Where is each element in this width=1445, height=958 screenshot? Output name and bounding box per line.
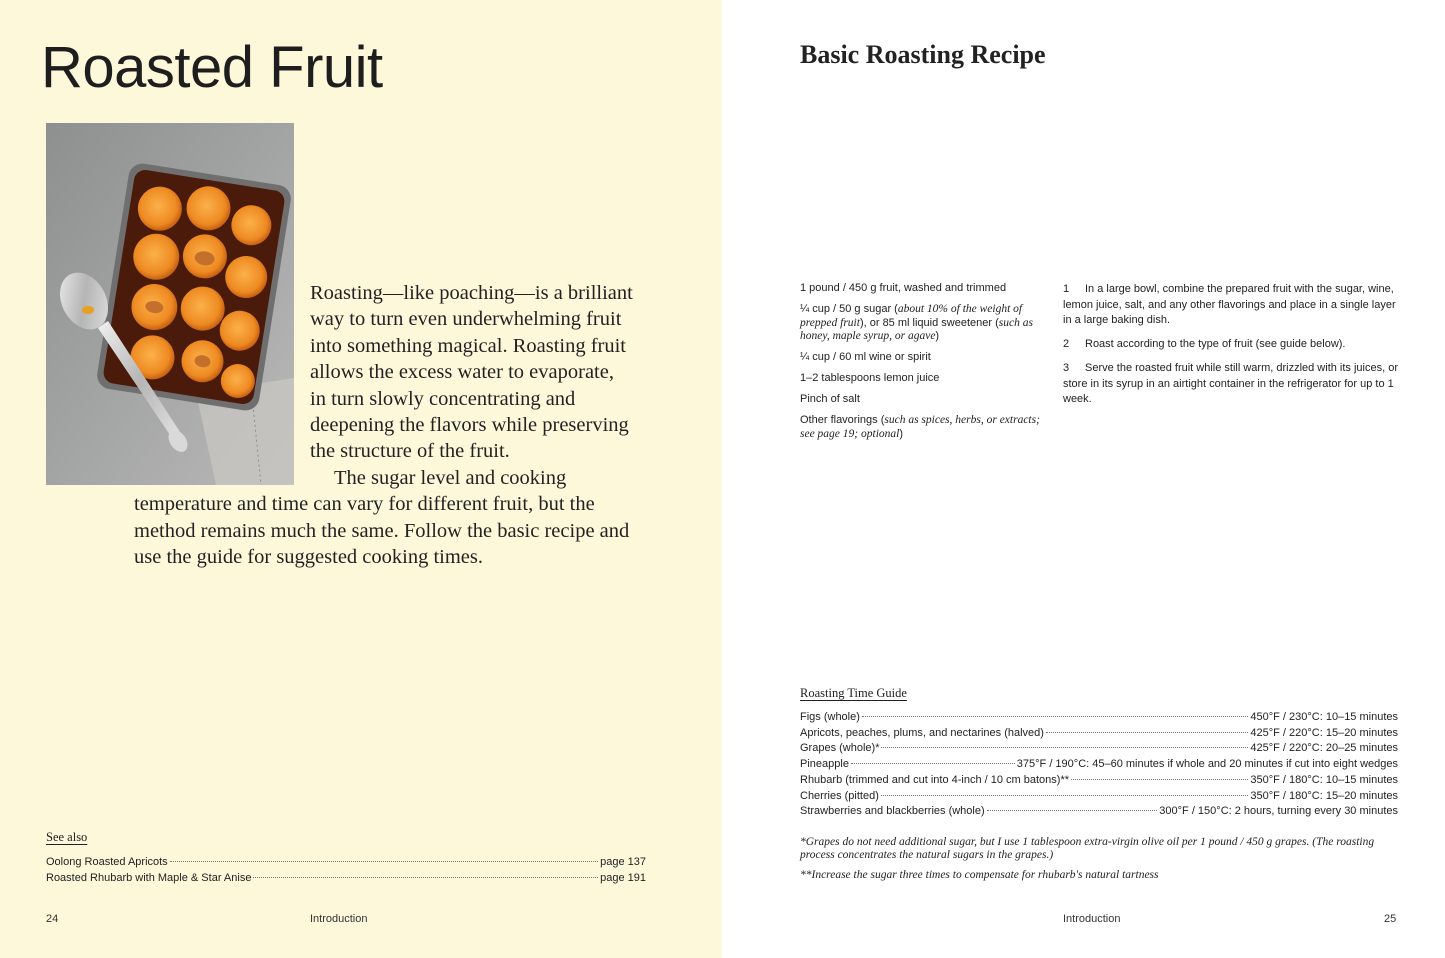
ingredient-text: Other flavorings ( (800, 414, 885, 426)
guide-time: 300°F / 150°C: 2 hours, turning every 30 minutes (1159, 805, 1398, 818)
guide-row (800, 773, 1398, 789)
guide-row (800, 710, 1398, 726)
left-page-number: 24 (46, 913, 59, 925)
guide-time: 425°F / 220°C: 20–25 minutes (1250, 742, 1398, 755)
right-section-name: Introduction (1063, 913, 1121, 925)
leader-dots (851, 763, 1015, 764)
left-section-name: Introduction (310, 913, 368, 925)
intro-paragraph-1: Roasting—like poaching—is a brilliant way to turn even underwhelming fruit into something magical. Roasting fruit allows the excess water to evaporate, in turn slowly concentrating and deepening the flavors while preserving the structure of the fruit. (310, 282, 633, 463)
leader-dots (862, 716, 1248, 717)
leader-dots (881, 795, 1249, 796)
step-number: 1 (1063, 283, 1070, 295)
guide-row (800, 757, 1398, 773)
ingredient-note: such as honey, maple syrup, or agave (800, 316, 1033, 342)
ingredient-note: such as spices, herbs, or extracts; see page 19; optional (800, 414, 1040, 440)
see-also-heading: See also (46, 830, 88, 844)
method-steps (1063, 282, 1398, 416)
see-also-label: Roasted Rhubarb with Maple & Star Anise (46, 872, 252, 884)
leader-dots (253, 877, 598, 878)
guide-row (800, 726, 1398, 742)
guide-time: 375°F / 190°C: 45–60 minutes if whole and 20 minutes if cut into eight wedges (1016, 758, 1398, 771)
step-text: In a large bowl, combine the prepared fruit with the sugar, wine, lemon juice, salt, and any other flavorings and place in a single layer in a large baking dish. (1063, 283, 1396, 327)
recipe-title: Basic Roasting Recipe (800, 40, 1046, 69)
ingredient-item: 1 pound / 450 g fruit, washed and trimmed (800, 282, 1007, 294)
leader-dots (170, 861, 598, 862)
leader-dots (881, 747, 1248, 748)
right-page (722, 0, 1445, 958)
see-also-page: page 137 (600, 856, 646, 868)
guide-fruit: Grapes (whole)* (800, 742, 880, 755)
guide-fruit: Figs (whole) (800, 711, 860, 723)
leader-dots (1046, 732, 1248, 733)
left-page (0, 0, 722, 958)
see-also-item[interactable] (46, 854, 646, 870)
ingredients-list (800, 282, 1050, 449)
footnote-rhubarb: **Increase the sugar three times to compensate for rhubarb's natural tartness (800, 869, 1159, 881)
photo-wrap-spacer (134, 280, 310, 491)
guide-fruit: Strawberries and blackberries (whole) (800, 805, 985, 818)
leader-dots (1071, 779, 1248, 780)
step-number: 3 (1063, 361, 1070, 374)
leader-dots (987, 810, 1158, 811)
guide-time: 450°F / 230°C: 10–15 minutes (1250, 711, 1398, 723)
guide-time: 425°F / 220°C: 15–20 minutes (1250, 726, 1398, 739)
roasting-time-guide (800, 686, 1398, 820)
see-also (46, 830, 646, 886)
ingredient-text: ), or 85 ml liquid sweetener ( (859, 316, 999, 329)
intro-paragraph-2: The sugar level and cooking temperature and time can vary for different fruit, but the method remains much the same. Follow the basic recipe and use the guide for suggested cooking times. (134, 466, 630, 569)
see-also-label: Oolong Roasted Apricots (46, 856, 168, 868)
see-also-item[interactable] (46, 870, 646, 886)
step-item (1063, 337, 1398, 353)
guide-fruit: Rhubarb (trimmed and cut into 4-inch / 10 cm batons)** (800, 773, 1070, 786)
guide-row (800, 804, 1398, 820)
ingredient-item (800, 303, 1050, 344)
intro-text (134, 280, 634, 570)
ingredient-text: ) (935, 330, 940, 342)
step-number: 2 (1063, 338, 1070, 351)
step-text: Serve the roasted fruit while still warm, drizzled with its juices, or store in its syrup in an airtight container in the refrigerator for up to 1 week. (1063, 361, 1398, 406)
ingredient-item: ¼ cup / 60 ml wine or spirit (800, 351, 931, 363)
guide-row (800, 789, 1398, 805)
ingredient-item (800, 414, 1050, 441)
guide-fruit: Apricots, peaches, plums, and nectarines (halved) (800, 726, 1044, 739)
guide-heading: Roasting Time Guide (800, 686, 907, 700)
guide-row (800, 741, 1398, 757)
step-item (1063, 361, 1398, 408)
see-also-page: page 191 (600, 872, 646, 884)
ingredient-item: Pinch of salt (800, 393, 860, 405)
guide-fruit: Pineapple (800, 758, 849, 771)
footnotes (800, 836, 1398, 889)
page-title: Roasted Fruit (41, 35, 383, 100)
ingredient-item: 1–2 tablespoons lemon juice (800, 372, 940, 384)
footnote-grapes: *Grapes do not need additional sugar, but I use 1 tablespoon extra-virgin olive oil per 1 pound / 450 g grapes. (The roasting process concentrates the natural sugars in the grapes.) (800, 836, 1375, 861)
ingredient-note: about 10% of the weight of prepped fruit (800, 303, 1023, 329)
right-page-number: 25 (1384, 913, 1397, 925)
ingredient-text: ¼ cup / 50 g sugar ( (800, 303, 898, 315)
guide-time: 350°F / 180°C: 15–20 minutes (1250, 789, 1398, 802)
guide-time: 350°F / 180°C: 10–15 minutes (1250, 773, 1398, 786)
step-item (1063, 282, 1398, 329)
guide-fruit: Cherries (pitted) (800, 789, 879, 802)
ingredient-text: ) (899, 427, 903, 440)
step-text: Roast according to the type of fruit (see guide below). (1085, 338, 1346, 351)
